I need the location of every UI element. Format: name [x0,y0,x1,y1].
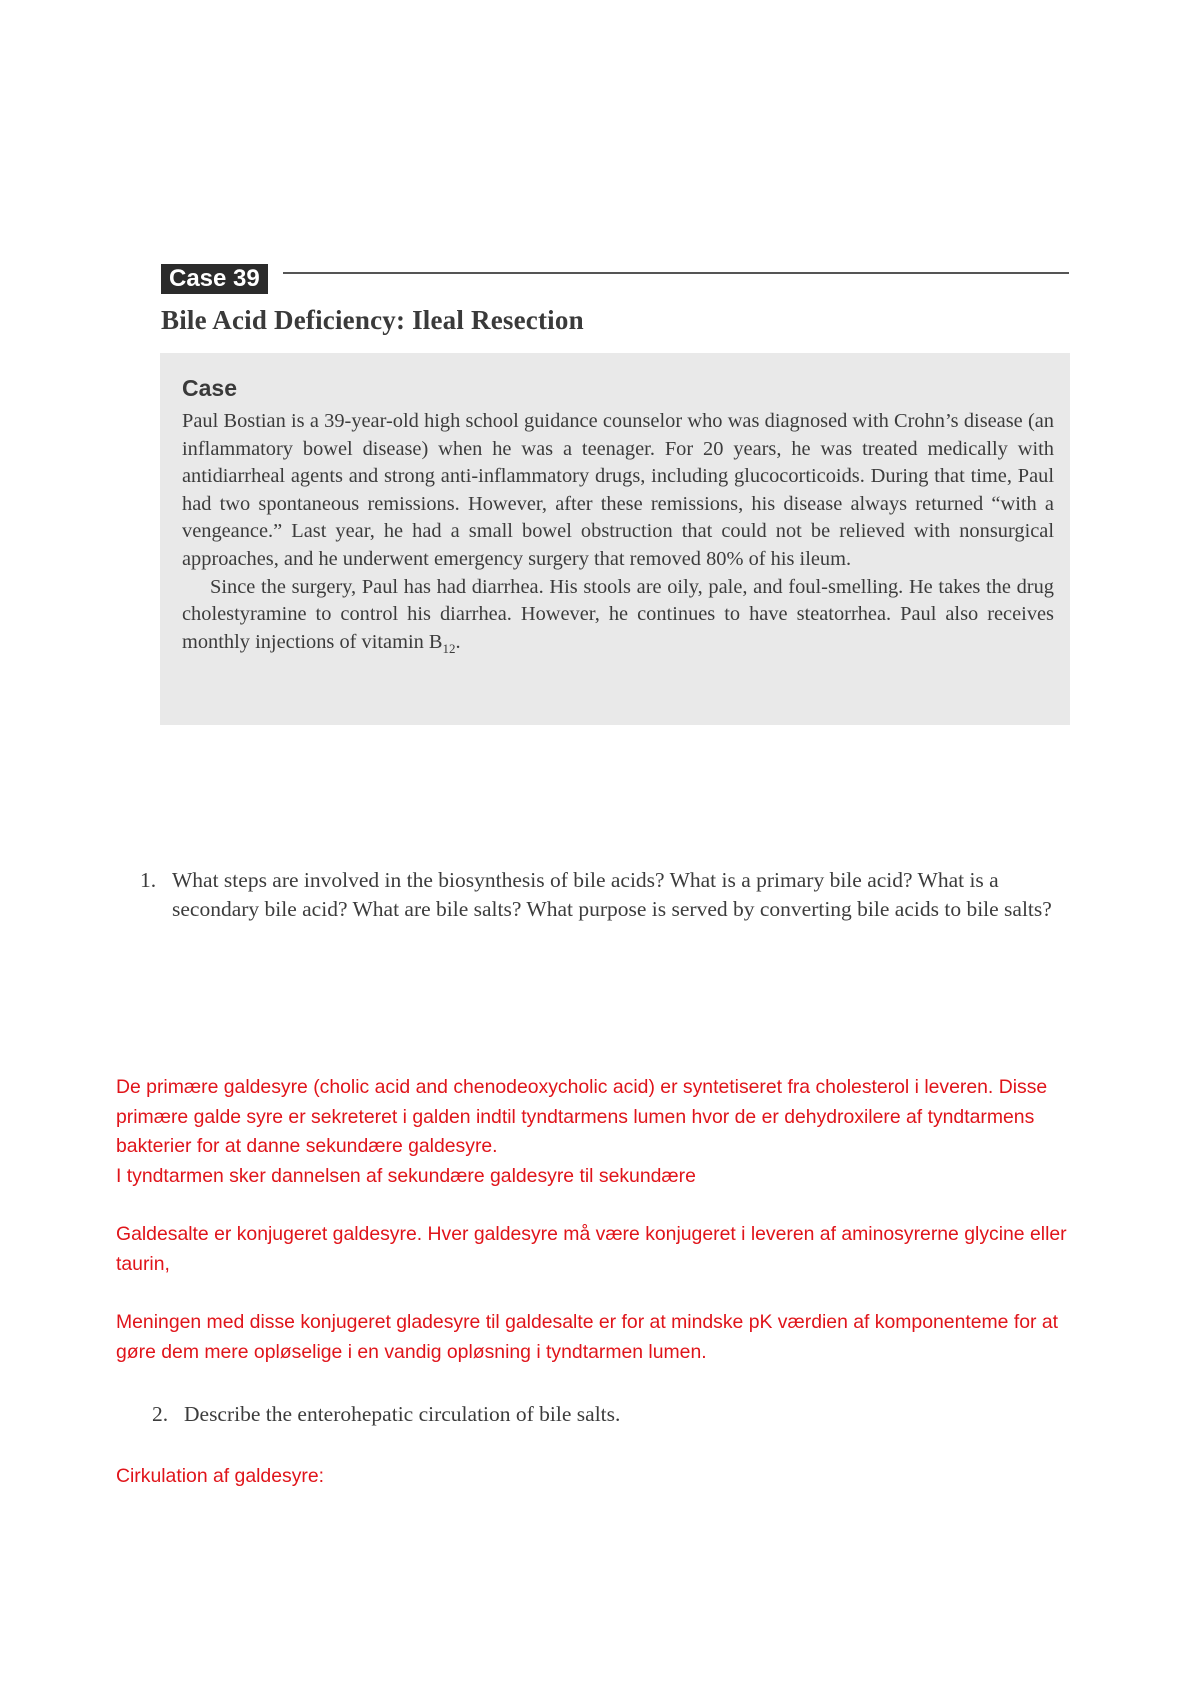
question-2-text: Describe the enterohepatic circulation of bile salts. [184,1402,621,1426]
case-paragraph-2-end: . [455,630,461,653]
case-description-box [160,353,1070,725]
answer-1-line-2: I tyndtarmen sker dannelsen af sekundære galdesyre til sekundære [116,1164,696,1187]
vitamin-subscript: 12 [442,640,456,656]
answer-2-paragraph: Galdesalte er konjugeret galdesyre. Hver galdesyre må være konjugeret i leveren af aminosyrerne glycine eller taurin, [116,1223,1067,1275]
case-box-text [182,408,1054,662]
case-header [161,262,1069,296]
case-title: Bile Acid Deficiency: Ileal Resection [161,305,584,335]
question-2 [152,1400,1052,1429]
header-rule [283,272,1069,274]
answer-bile-acid-synthesis [116,1073,1086,1191]
answer-circulation-heading [116,1462,1086,1492]
answer-4-paragraph: Cirkulation af galdesyre: [116,1465,325,1487]
question-1-number: 1. [140,868,157,892]
answer-bile-salts [116,1220,1086,1279]
case-paragraph-2-text: Since the surgery, Paul has had diarrhea. His stools are oily, pale, and foul-smelling. He takes the drug cholestyramine to control his diarrhea. However, he continues to have steatorrhea. Paul also receives monthly injections of vitamin B [182,575,1054,653]
answer-conjugation-purpose [116,1308,1086,1367]
case-paragraph-2 [182,574,1054,663]
case-paragraph-1: Paul Bostian is a 39-year-old high school guidance counselor who was diagnosed with Crohn’s disease (an inflammatory bowel disease) when he was a teenager. For 20 years, he was treated medically with antidiarrheal agents and strong anti-inflammatory drugs, including glucocorticoids. During that time, Paul had two spontaneous remissions. However, after these remissions, his disease always returned “with a vengeance.” Last year, he had a small bowel obstruction that could not be relieved with nonsurgical approaches, and he underwent emergency surgery that removed 80% of his ileum. [182,410,1054,570]
answer-3-paragraph: Meningen med disse konjugeret gladesyre til galdesalte er for at mindske pK værdien af komponenteme for at gøre dem mere opløselige i en vandig opløsning i tyndtarmen lumen. [116,1311,1059,1363]
case-number-badge: Case 39 [161,264,268,294]
question-1-text: What steps are involved in the biosynthesis of bile acids? What is a primary bile acid? What is a secondary bile acid? What are bile salts? What purpose is served by converting bile acids to bile salts? [172,868,1052,921]
answer-1-paragraph: De primære galdesyre (cholic acid and chenodeoxycholic acid) er syntetiseret fra cholesterol i leveren. Disse primære galde syre er sekreteret i galden indtil tyndtarmens lumen hvor de er dehydroxilere af tyndtarmens bakterier for at danne sekundære galdesyre. [116,1076,1048,1157]
question-1 [140,866,1060,924]
case-box-heading: Case [182,375,237,401]
question-2-number: 2. [152,1402,169,1426]
